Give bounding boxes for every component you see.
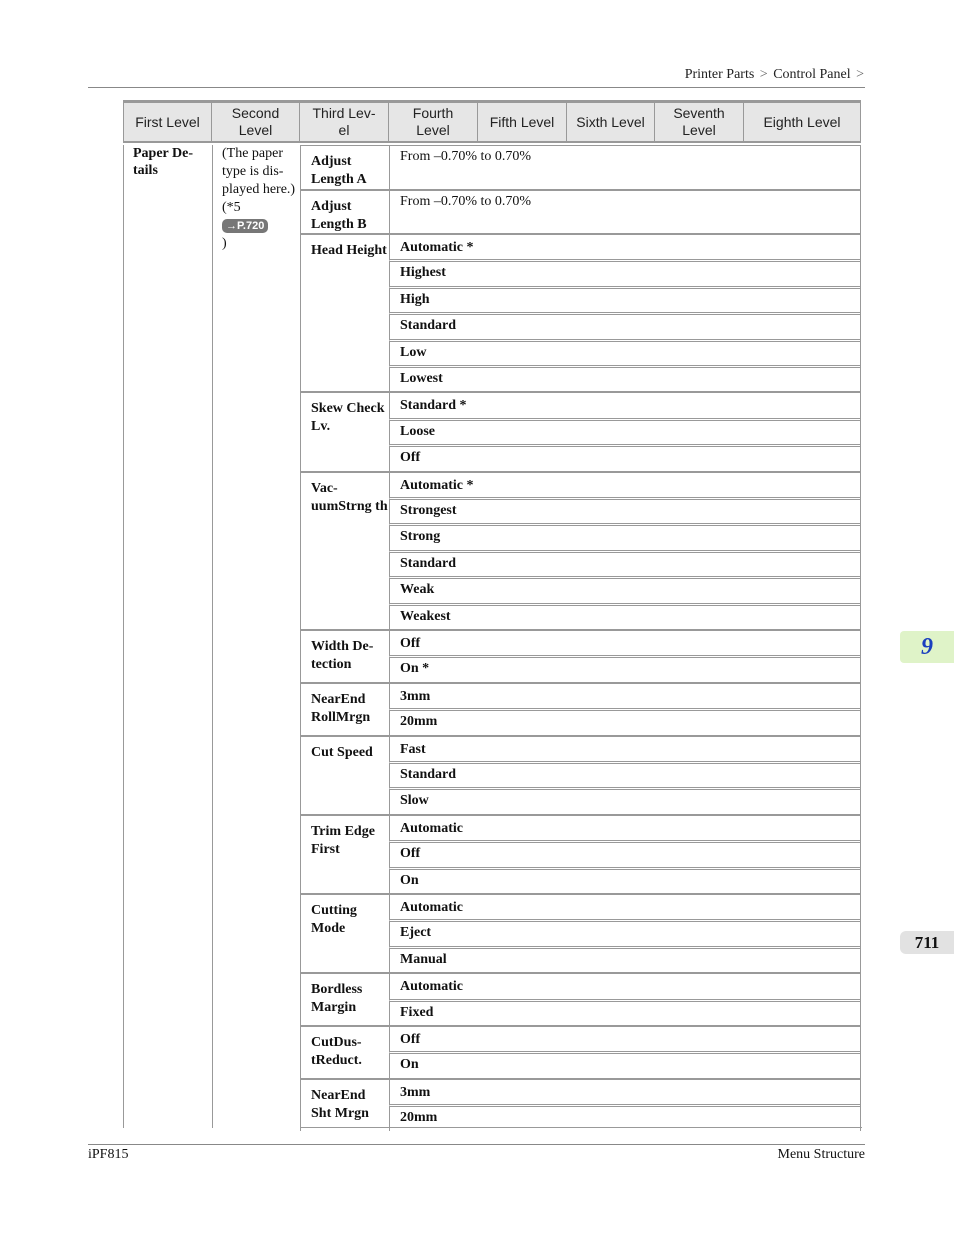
breadcrumb-control-panel[interactable]: Control Panel <box>773 67 851 82</box>
third-level-item[interactable]: Cut Speed <box>300 735 389 814</box>
column-divider <box>212 145 213 1128</box>
fourth-level-option[interactable]: Automatic <box>389 972 860 998</box>
option-column <box>389 145 861 189</box>
footer-model: iPF815 <box>88 1147 129 1162</box>
option-column <box>389 233 861 391</box>
menu-group <box>300 471 861 629</box>
option-column <box>389 1078 861 1131</box>
col-header-eighth-level: Eighth Level <box>744 103 861 141</box>
menu-group <box>300 682 861 735</box>
option-column <box>389 189 861 233</box>
fourth-level-option[interactable]: Fast <box>389 735 860 761</box>
menu-group <box>300 391 861 470</box>
third-level-item[interactable]: Adjust Length A <box>300 145 389 189</box>
fourth-level-option[interactable]: Manual <box>389 946 860 972</box>
page-reference-link[interactable]: →P.720 <box>222 219 268 233</box>
third-level-item[interactable]: Cutting Mode <box>300 893 389 972</box>
fourth-level-option[interactable]: Slow <box>389 787 860 813</box>
option-column <box>389 629 861 682</box>
fourth-level-option[interactable]: Weakest <box>389 603 860 629</box>
option-column <box>389 391 861 470</box>
fourth-level-option[interactable]: Low <box>389 339 860 365</box>
breadcrumb <box>685 67 866 83</box>
fourth-level-option[interactable]: Off <box>389 1025 860 1051</box>
option-column <box>389 1025 861 1078</box>
option-column <box>389 471 861 629</box>
fourth-level-option[interactable]: Strongest <box>389 497 860 523</box>
third-level-item[interactable]: Skew Check Lv. <box>300 391 389 470</box>
footnote-close: ) <box>222 236 227 251</box>
paper-type-note: (The paper type is dis-played here.) <box>222 146 296 197</box>
menu-group <box>300 893 861 972</box>
fourth-level-option[interactable]: Strong <box>389 523 860 549</box>
fourth-level-option[interactable]: Standard * <box>389 391 860 417</box>
menu-group <box>300 735 861 814</box>
fourth-level-option[interactable]: 3mm <box>389 1078 860 1104</box>
col-header-first-level: First Level <box>123 103 212 141</box>
fourth-level-option[interactable]: 20mm <box>389 708 860 734</box>
menu-group <box>300 972 861 1025</box>
fourth-level-option[interactable]: From –0.70% to 0.70% <box>389 145 860 189</box>
menu-group <box>300 629 861 682</box>
col-header-second-level: Second Level <box>212 103 300 141</box>
menu-group <box>300 189 861 233</box>
third-level-item[interactable]: CutDus-tReduct. <box>300 1025 389 1078</box>
header-rule <box>88 87 865 88</box>
first-level-cell: Paper De-tails <box>133 146 193 178</box>
col-header-seventh-level: Seventh Level <box>655 103 744 141</box>
col-header-fourth-level: Fourth Level <box>389 103 478 141</box>
third-level-item[interactable]: Bordless Margin <box>300 972 389 1025</box>
fourth-level-option[interactable]: Off <box>389 629 860 655</box>
fourth-level-option[interactable]: On <box>389 867 860 893</box>
third-level-item[interactable]: NearEnd RollMrgn <box>300 682 389 735</box>
menu-group <box>300 145 861 189</box>
fourth-level-option[interactable]: Automatic <box>389 893 860 919</box>
menu-group <box>300 1078 861 1131</box>
fourth-level-option[interactable]: Eject <box>389 919 860 945</box>
option-column <box>389 972 861 1025</box>
third-level-item[interactable]: Head Height <box>300 233 389 391</box>
fourth-level-option[interactable]: Lowest <box>389 365 860 391</box>
option-column <box>389 814 861 893</box>
breadcrumb-separator: > <box>759 67 768 82</box>
second-level-cell <box>222 145 298 253</box>
col-header-sixth-level: Sixth Level <box>567 103 655 141</box>
fourth-level-option[interactable]: Automatic <box>389 814 860 840</box>
breadcrumb-separator: > <box>856 67 864 82</box>
third-level-item[interactable]: NearEnd Sht Mrgn <box>300 1078 389 1131</box>
menu-group <box>300 814 861 893</box>
chapter-tab[interactable]: 9 <box>900 631 954 663</box>
footnote-open: (*5 <box>222 200 241 215</box>
fourth-level-option[interactable]: Standard <box>389 550 860 576</box>
fourth-level-option[interactable]: Standard <box>389 312 860 338</box>
fourth-level-option[interactable]: 3mm <box>389 682 860 708</box>
fourth-level-option[interactable]: On <box>389 1051 860 1077</box>
fourth-level-option[interactable]: Standard <box>389 761 860 787</box>
breadcrumb-printer-parts[interactable]: Printer Parts <box>684 67 755 82</box>
fourth-level-option[interactable]: Automatic * <box>389 233 860 259</box>
fourth-level-option[interactable]: Loose <box>389 418 860 444</box>
third-level-item[interactable]: Width De-tection <box>300 629 389 682</box>
third-level-item[interactable]: Trim Edge First <box>300 814 389 893</box>
page-number-tab: 711 <box>900 931 954 954</box>
table-bottom-rule <box>300 1127 862 1128</box>
menu-group <box>300 1025 861 1078</box>
option-column <box>389 682 861 735</box>
option-column <box>389 735 861 814</box>
fourth-level-option[interactable]: Off <box>389 444 860 470</box>
table-header <box>123 100 861 143</box>
fourth-level-option[interactable]: Highest <box>389 259 860 285</box>
third-level-item[interactable]: Vac-uumStrng th <box>300 471 389 629</box>
column-divider <box>123 145 124 1128</box>
footer-rule <box>88 1144 865 1145</box>
fourth-level-option[interactable]: High <box>389 286 860 312</box>
footer-section: Menu Structure <box>777 1147 865 1162</box>
col-header-third-level: Third Lev-el <box>300 103 389 141</box>
third-level-item[interactable]: Adjust Length B <box>300 189 389 233</box>
menu-group <box>300 233 861 391</box>
fourth-level-option[interactable]: 20mm <box>389 1104 860 1130</box>
fourth-level-option[interactable]: On * <box>389 655 860 681</box>
option-column <box>389 893 861 972</box>
col-header-fifth-level: Fifth Level <box>478 103 567 141</box>
fourth-level-option[interactable]: Weak <box>389 576 860 602</box>
fourth-level-option[interactable]: Off <box>389 840 860 866</box>
fourth-level-option[interactable]: Automatic * <box>389 471 860 497</box>
fourth-level-option[interactable]: Fixed <box>389 999 860 1025</box>
fourth-level-option[interactable]: From –0.70% to 0.70% <box>389 189 860 233</box>
